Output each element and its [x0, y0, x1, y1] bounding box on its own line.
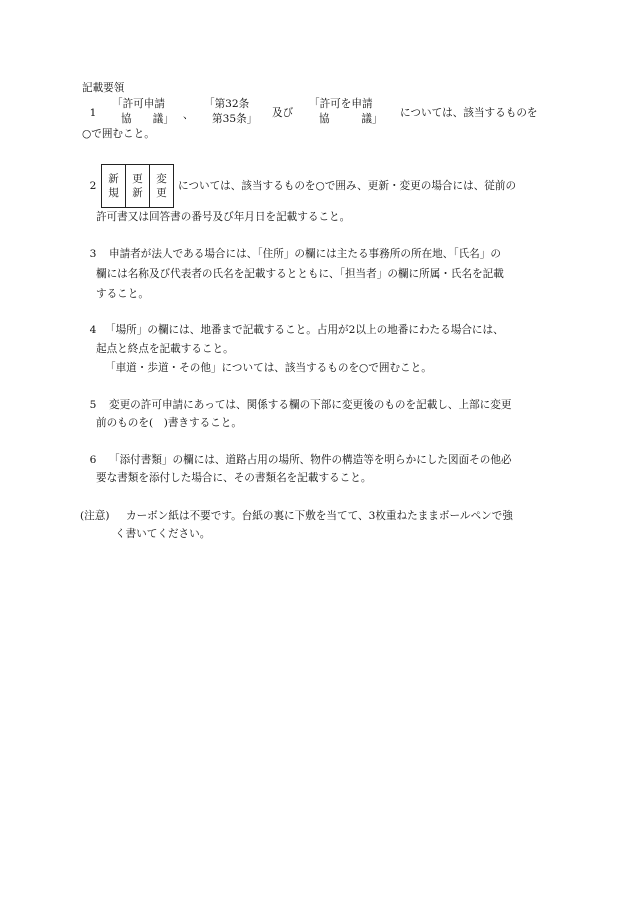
note-line1: カーボン紙は不要です。台紙の裏に下敷を当てて、3枚重ねたままボールペンで強 [126, 510, 513, 522]
item3-line2: 欄には名称及び代表者の氏名を記載するとともに、「担当者」の欄に所属・氏名を記載 [96, 268, 504, 280]
item1-text-a: については、該当するものを [400, 107, 538, 119]
item1-text-b: ○で囲むこと。 [82, 128, 155, 140]
item1-number: 1 [89, 107, 97, 119]
item2-type-table [101, 164, 174, 208]
item1-comma: 、 [183, 109, 194, 121]
item3-number: 3 [89, 248, 97, 260]
item5-number: 5 [89, 399, 97, 411]
item2-cell-renewal-l2: 新 [132, 187, 143, 199]
item2-cell-change-l1: 変 [156, 173, 167, 185]
item2-number: 2 [89, 180, 97, 192]
item4-line2: 起点と終点を記載すること。 [96, 343, 234, 355]
note-label: (注意) [80, 510, 110, 522]
item2-cell-new-l1: 新 [108, 173, 119, 185]
item5-line1: 変更の許可申請にあっては、関係する欄の下部に変更後のものを記載し、上部に変更 [109, 399, 512, 411]
item2-cell-change [150, 165, 173, 207]
item6-number: 6 [89, 454, 97, 466]
item6-line1: 「添付書類」の欄には、道路占用の場所、物件の構造等を明らかにした図面その他必 [109, 454, 512, 466]
item2-cell-renewal-l1: 更 [132, 173, 143, 185]
item4-line3: 「車道・歩道・その他」については、該当するものを○で囲むこと。 [105, 362, 432, 374]
item1-and: 及び [272, 107, 294, 119]
item2-cell-renewal [126, 165, 150, 207]
item1-quote2-line2: 第35条」 [212, 113, 258, 125]
item1-quote2-line1: 「第32条 [204, 98, 250, 110]
item6-line2: 要な書類を添付した場合に、その書類名を記載すること。 [96, 472, 372, 484]
item4-number: 4 [89, 324, 97, 336]
item1-quote3-line2: 協 議」 [319, 113, 383, 125]
item1-quote1-line2: 協 議」 [121, 113, 174, 125]
item2-cell-new-l2: 規 [108, 187, 119, 199]
item2-text-a: については、該当するものを○で囲み、更新・変更の場合には、従前の [178, 180, 517, 192]
item2-text-b: 許可書又は回答書の番号及び年月日を記載すること。 [96, 211, 351, 223]
instructions-title: 記載要領 [82, 82, 125, 94]
item2-cell-new [102, 165, 126, 207]
item3-line1: 申請者が法人である場合には、「住所」の欄には主たる事務所の所在地、「氏名」の [109, 248, 501, 260]
item3-line3: すること。 [96, 288, 149, 300]
item1-quote-permit-request [309, 97, 383, 127]
item1-quote-article [204, 97, 257, 127]
item1-quote3-line1: 「許可を申請 [309, 98, 373, 110]
item1-quote-permit-application [112, 97, 174, 127]
item2-cell-change-l2: 更 [156, 187, 167, 199]
item5-line2: 前のものを( )書きすること。 [96, 417, 242, 429]
item1-quote1-line1: 「許可申請 [112, 98, 165, 110]
note-line2: く書いてください。 [115, 528, 211, 540]
item4-line1: 「場所」の欄には、地番まで記載すること。占用が2以上の地番にわたる場合には、 [105, 324, 504, 336]
